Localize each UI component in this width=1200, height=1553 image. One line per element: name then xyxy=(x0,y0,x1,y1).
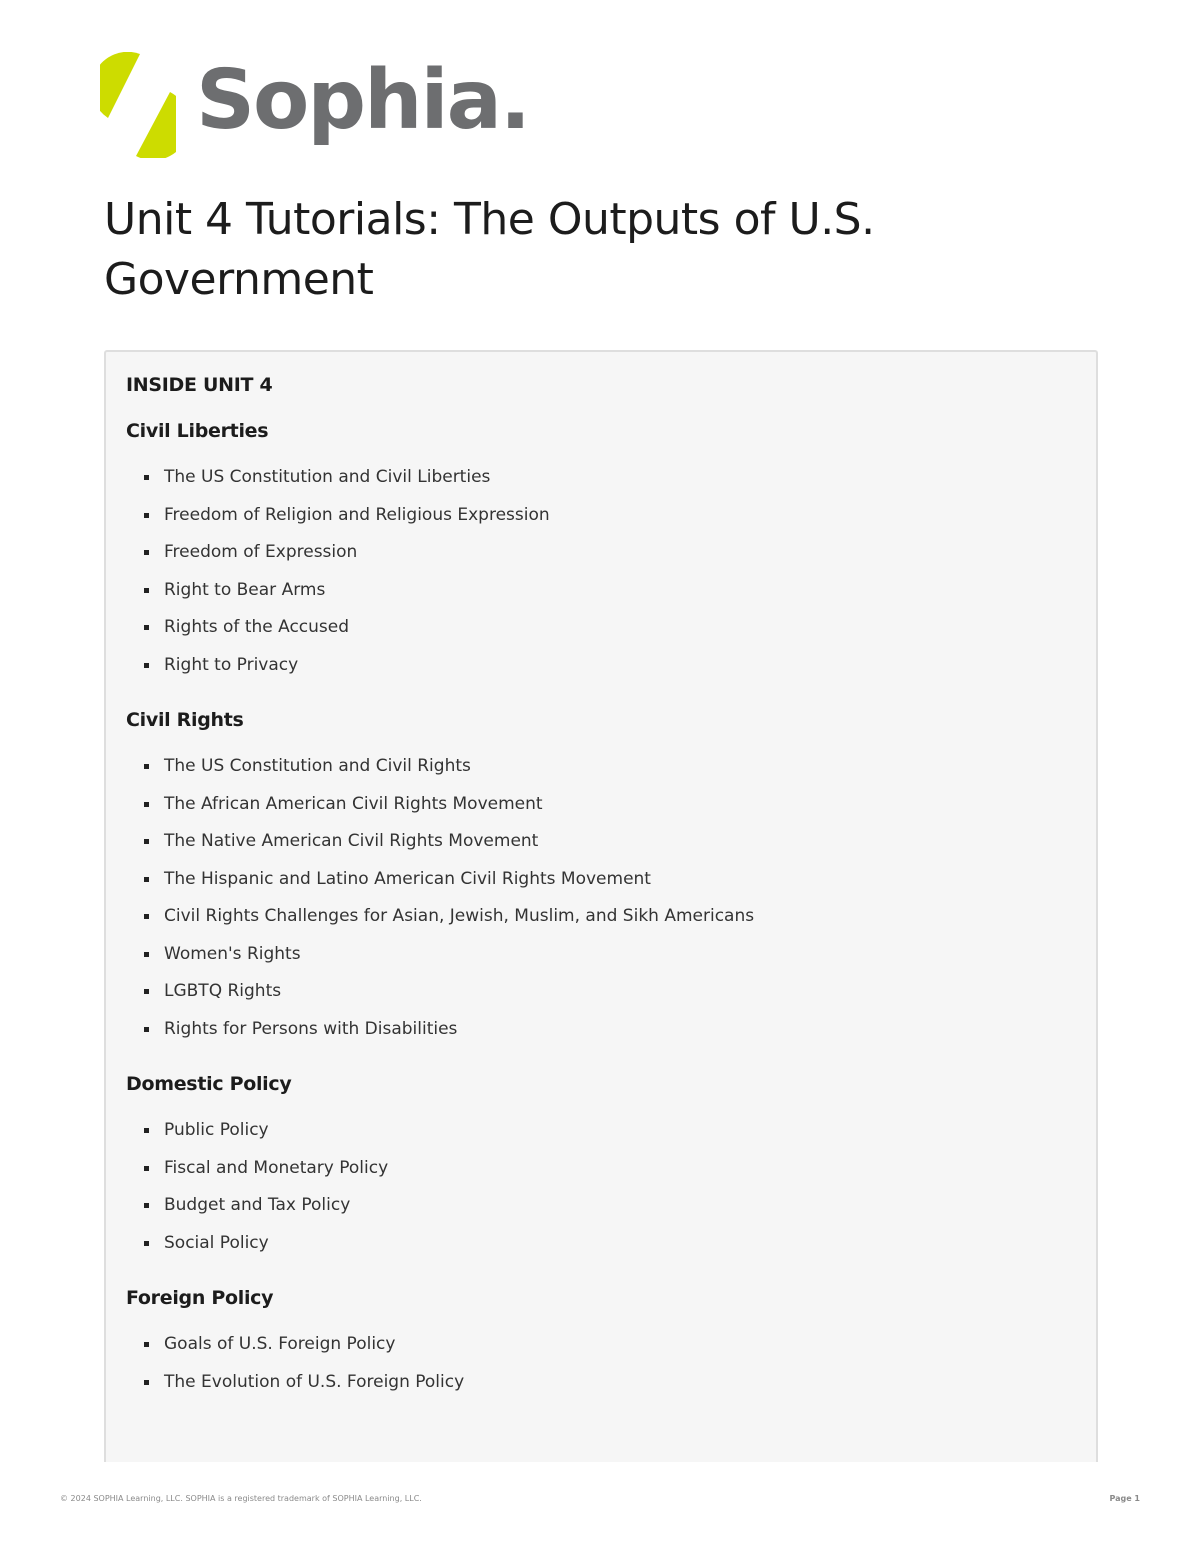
bullet-icon xyxy=(144,1166,149,1171)
list-item xyxy=(144,1112,1076,1150)
list-item xyxy=(144,459,1076,497)
list-item xyxy=(144,861,1076,899)
section-title: Civil Liberties xyxy=(126,420,269,442)
footer-copyright: © 2024 SOPHIA Learning, LLC. SOPHIA is a registered trademark of SOPHIA Learning, LLC. xyxy=(60,1494,422,1503)
topic-list xyxy=(126,748,1076,1048)
list-item xyxy=(144,572,1076,610)
topic-list xyxy=(126,459,1076,684)
list-item xyxy=(144,1364,1076,1402)
list-item-label: The US Constitution and Civil Liberties xyxy=(164,467,491,487)
list-item-label: Rights of the Accused xyxy=(164,617,350,637)
list-item xyxy=(144,936,1076,974)
bullet-icon xyxy=(144,1342,149,1347)
list-item-label: Freedom of Religion and Religious Expression xyxy=(164,504,550,525)
list-item xyxy=(144,786,1076,824)
sophia-logo xyxy=(100,52,529,158)
bullet-icon xyxy=(144,989,149,994)
list-item xyxy=(144,973,1076,1011)
section-title: Domestic Policy xyxy=(126,1073,292,1095)
sophia-wordmark: Sophia. xyxy=(196,53,530,148)
list-item xyxy=(144,823,1076,861)
bullet-icon xyxy=(144,802,149,807)
bullet-icon xyxy=(144,877,149,882)
bullet-icon xyxy=(144,550,149,555)
list-item xyxy=(144,1150,1076,1188)
list-item-label: The Evolution of U.S. Foreign Policy xyxy=(164,1371,465,1392)
sophia-s-mark-icon xyxy=(100,52,176,158)
list-item-label: Right to Bear Arms xyxy=(164,579,326,600)
bullet-icon xyxy=(144,1027,149,1032)
list-item xyxy=(144,647,1076,685)
section-title: Civil Rights xyxy=(126,709,244,731)
bullet-icon xyxy=(144,764,149,769)
bullet-icon xyxy=(144,475,149,480)
list-item-label: Public Policy xyxy=(164,1120,269,1140)
list-item xyxy=(144,609,1076,647)
list-item xyxy=(144,748,1076,786)
list-item xyxy=(144,1187,1076,1225)
list-item-label: Freedom of Expression xyxy=(164,542,358,562)
list-item-label: The Hispanic and Latino American Civil Rights Movement xyxy=(164,868,651,889)
list-item-label: The US Constitution and Civil Rights xyxy=(164,756,471,776)
section-title: Foreign Policy xyxy=(126,1287,274,1309)
bullet-icon xyxy=(144,1203,149,1208)
list-item xyxy=(144,1326,1076,1364)
list-item xyxy=(144,1225,1076,1263)
list-item-label: Right to Privacy xyxy=(164,654,299,675)
list-item-label: Rights for Persons with Disabilities xyxy=(164,1018,458,1039)
list-item xyxy=(144,497,1076,535)
bullet-icon xyxy=(144,839,149,844)
list-item xyxy=(144,898,1076,936)
list-item xyxy=(144,534,1076,572)
bullet-icon xyxy=(144,625,149,630)
page-title: Unit 4 Tutorials: The Outputs of U.S. Government xyxy=(104,194,875,305)
bullet-icon xyxy=(144,1128,149,1133)
list-item-label: The Native American Civil Rights Movement xyxy=(164,831,539,851)
footer-page-number: Page 1 xyxy=(1109,1494,1140,1503)
bullet-icon xyxy=(144,588,149,593)
bullet-icon xyxy=(144,513,149,518)
list-item-label: Budget and Tax Policy xyxy=(164,1195,351,1215)
list-item xyxy=(144,1011,1076,1049)
topic-list xyxy=(126,1326,1076,1401)
list-item-label: LGBTQ Rights xyxy=(164,981,282,1001)
list-item-label: The African American Civil Rights Movement xyxy=(164,793,543,814)
bullet-icon xyxy=(144,952,149,957)
bullet-icon xyxy=(144,663,149,668)
inside-unit-panel xyxy=(104,350,1098,1462)
bullet-icon xyxy=(144,914,149,919)
bullet-icon xyxy=(144,1241,149,1246)
list-item-label: Civil Rights Challenges for Asian, Jewish, Muslim, and Sikh Americans xyxy=(164,906,755,926)
list-item-label: Fiscal and Monetary Policy xyxy=(164,1157,389,1178)
topic-list xyxy=(126,1112,1076,1262)
bullet-icon xyxy=(144,1380,149,1385)
list-item-label: Social Policy xyxy=(164,1232,269,1253)
list-item-label: Goals of U.S. Foreign Policy xyxy=(164,1334,396,1354)
panel-kicker: INSIDE UNIT 4 xyxy=(126,374,273,396)
list-item-label: Women's Rights xyxy=(164,943,301,964)
